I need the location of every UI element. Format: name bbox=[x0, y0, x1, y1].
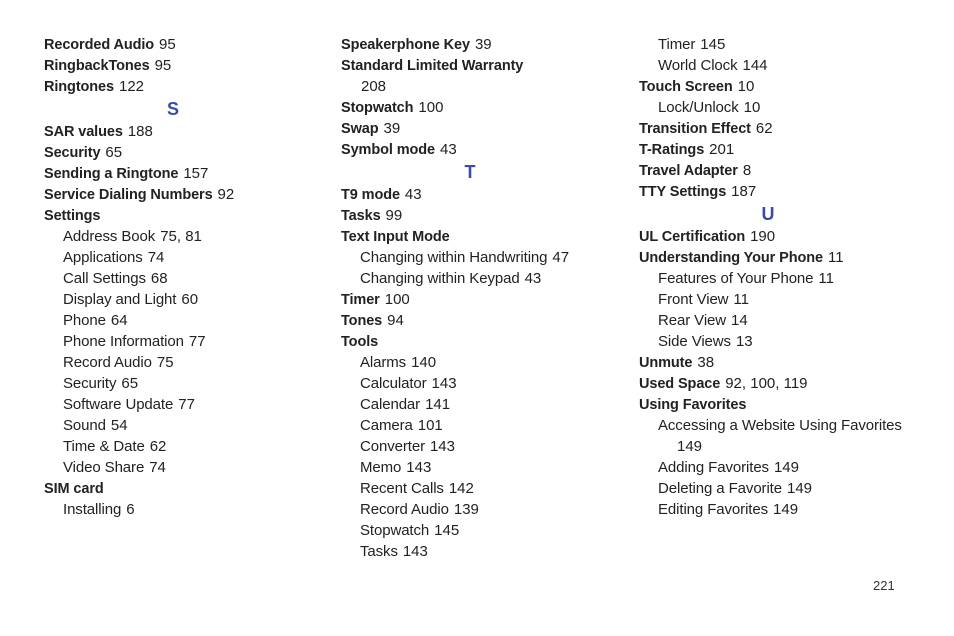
entry-term: Stopwatch bbox=[341, 100, 414, 116]
entry-term: Adding Favorites bbox=[658, 459, 769, 476]
index-column-1 bbox=[44, 34, 314, 520]
index-subentry bbox=[341, 541, 611, 562]
entry-page-ref[interactable]: 145 bbox=[700, 36, 726, 53]
entry-page-ref[interactable]: 77 bbox=[188, 333, 206, 350]
entry-term: Sending a Ringtone bbox=[44, 166, 179, 182]
entry-term: Understanding Your Phone bbox=[639, 250, 823, 266]
index-entry bbox=[639, 118, 919, 139]
entry-term: Using Favorites bbox=[639, 397, 747, 413]
entry-page-ref[interactable]: 95 bbox=[159, 36, 176, 53]
index-entry bbox=[341, 34, 611, 55]
index-column-2 bbox=[341, 34, 611, 562]
entry-page-ref[interactable]: 60 bbox=[181, 291, 199, 308]
entry-term: Display and Light bbox=[63, 291, 177, 308]
entry-term: Camera bbox=[360, 417, 413, 434]
entry-term: Calculator bbox=[360, 375, 427, 392]
entry-page-ref[interactable]: 95 bbox=[154, 57, 172, 74]
entry-page-ref[interactable]: 149 bbox=[773, 501, 799, 518]
entry-page-ref[interactable]: 92 bbox=[217, 186, 235, 203]
entry-term: Phone bbox=[63, 312, 106, 329]
entry-term: Service Dialing Numbers bbox=[44, 187, 213, 203]
entry-page-ref[interactable]: 43 bbox=[524, 270, 542, 287]
index-subentry bbox=[44, 247, 314, 268]
entry-term: Record Audio bbox=[360, 501, 449, 518]
index-subentry bbox=[341, 520, 611, 541]
index-entry bbox=[341, 226, 611, 247]
section-letter: T bbox=[464, 162, 476, 182]
entry-term: Unmute bbox=[639, 355, 693, 371]
index-entry bbox=[341, 97, 611, 118]
entry-term: Travel Adapter bbox=[639, 163, 738, 179]
index-subentry bbox=[639, 331, 919, 352]
index-entry bbox=[44, 34, 314, 55]
entry-term: Front View bbox=[658, 291, 729, 308]
entry-page-ref[interactable]: 11 bbox=[733, 291, 749, 308]
index-subentry bbox=[639, 415, 919, 436]
entry-term: World Clock bbox=[658, 57, 738, 74]
entry-term: Side Views bbox=[658, 333, 731, 350]
index-subentry bbox=[341, 478, 611, 499]
index-entry bbox=[639, 160, 919, 181]
index-entry bbox=[341, 184, 611, 205]
entry-term: Swap bbox=[341, 121, 379, 137]
index-entry bbox=[341, 310, 611, 331]
index-entry bbox=[341, 139, 611, 160]
index-subentry bbox=[341, 76, 611, 97]
entry-term: Changing within Handwriting bbox=[360, 249, 548, 266]
entry-page-ref[interactable]: 75, 81 bbox=[160, 228, 202, 245]
index-entry bbox=[639, 181, 919, 202]
entry-page-ref[interactable]: 188 bbox=[127, 123, 153, 140]
entry-term: Recorded Audio bbox=[44, 37, 155, 53]
entry-page-ref[interactable]: 68 bbox=[150, 270, 168, 287]
entry-page-ref[interactable]: 38 bbox=[697, 354, 715, 371]
entry-page-ref[interactable]: 43 bbox=[439, 141, 457, 158]
index-subentry bbox=[639, 34, 919, 55]
entry-page-ref[interactable]: 149 bbox=[677, 438, 703, 455]
entry-term: Settings bbox=[44, 208, 101, 224]
section-letter: S bbox=[166, 99, 179, 119]
index-subentry bbox=[44, 394, 314, 415]
index-entry bbox=[341, 55, 611, 76]
entry-page-ref[interactable]: 100 bbox=[384, 291, 410, 308]
entry-term: Record Audio bbox=[63, 354, 152, 371]
index-subentry bbox=[44, 268, 314, 289]
index-subentry bbox=[44, 499, 314, 520]
entry-page-ref[interactable]: 77 bbox=[178, 396, 195, 413]
entry-page-ref[interactable]: 74 bbox=[149, 459, 166, 476]
index-subentry bbox=[44, 457, 314, 478]
entry-term: Deleting a Favorite bbox=[658, 480, 782, 497]
entry-page-ref[interactable]: 99 bbox=[385, 207, 403, 224]
entry-page-ref[interactable]: 39 bbox=[474, 36, 492, 53]
entry-page-ref[interactable]: 149 bbox=[773, 459, 799, 476]
index-entry bbox=[639, 226, 919, 247]
index-entry bbox=[341, 205, 611, 226]
entry-term: Converter bbox=[360, 438, 425, 455]
index-entry bbox=[341, 118, 611, 139]
entry-term: TTY Settings bbox=[639, 184, 727, 200]
entry-term: Stopwatch bbox=[360, 522, 430, 539]
entry-page-ref[interactable]: 65 bbox=[105, 144, 123, 161]
entry-page-ref[interactable]: 11 bbox=[827, 249, 844, 266]
entry-term: Security bbox=[63, 375, 117, 392]
entry-page-ref[interactable]: 13 bbox=[735, 333, 753, 350]
entry-term: Address Book bbox=[63, 228, 156, 245]
index-entry bbox=[639, 139, 919, 160]
entry-term: Call Settings bbox=[63, 270, 146, 287]
entry-page-ref[interactable]: 187 bbox=[731, 183, 757, 200]
entry-term: Tasks bbox=[360, 543, 398, 560]
entry-page-ref[interactable]: 94 bbox=[387, 312, 404, 329]
entry-page-ref[interactable]: 11 bbox=[818, 270, 834, 287]
entry-page-ref[interactable]: 201 bbox=[709, 141, 735, 158]
index-subentry bbox=[341, 436, 611, 457]
index-subentry bbox=[639, 436, 919, 457]
index-subentry bbox=[639, 310, 919, 331]
index-subentry bbox=[44, 289, 314, 310]
index-subentry bbox=[639, 55, 919, 76]
entry-page-ref[interactable]: 141 bbox=[425, 396, 451, 413]
entry-page-ref[interactable]: 62 bbox=[149, 438, 167, 455]
entry-page-ref[interactable]: 139 bbox=[453, 501, 479, 518]
entry-term: Accessing a Website Using Favorites bbox=[658, 417, 902, 434]
entry-page-ref[interactable]: 101 bbox=[417, 417, 443, 434]
entry-page-ref[interactable]: 6 bbox=[126, 501, 135, 518]
entry-term: Recent Calls bbox=[360, 480, 444, 497]
entry-page-ref[interactable]: 43 bbox=[404, 186, 422, 203]
index-subentry bbox=[44, 373, 314, 394]
entry-term: Calendar bbox=[360, 396, 421, 413]
index-entry bbox=[44, 55, 314, 76]
entry-page-ref[interactable]: 208 bbox=[361, 78, 387, 95]
entry-page-ref[interactable]: 14 bbox=[731, 312, 748, 329]
entry-page-ref[interactable]: 8 bbox=[742, 162, 752, 179]
index-subentry bbox=[639, 289, 919, 310]
index-entry bbox=[44, 163, 314, 184]
index-subentry bbox=[44, 436, 314, 457]
index-subentry bbox=[44, 226, 314, 247]
index-subentry bbox=[341, 247, 611, 268]
entry-page-ref[interactable]: 144 bbox=[742, 57, 768, 74]
index-entry bbox=[639, 76, 919, 97]
section-letter: U bbox=[761, 204, 775, 224]
index-entry bbox=[639, 394, 919, 415]
index-subentry bbox=[44, 415, 314, 436]
entry-term: Phone Information bbox=[63, 333, 184, 350]
index-entry bbox=[341, 289, 611, 310]
entry-page-ref[interactable]: 62 bbox=[755, 120, 773, 137]
entry-page-ref[interactable]: 143 bbox=[431, 375, 457, 392]
entry-term: Editing Favorites bbox=[658, 501, 769, 518]
entry-term: Standard Limited Warranty bbox=[341, 58, 524, 74]
entry-term: RingbackTones bbox=[44, 58, 150, 74]
entry-page-ref[interactable]: 92, 100, 119 bbox=[725, 375, 808, 392]
index-subentry bbox=[44, 310, 314, 331]
entry-term: Ringtones bbox=[44, 79, 114, 95]
index-subentry bbox=[639, 499, 919, 520]
entry-page-ref[interactable]: 145 bbox=[434, 522, 460, 539]
index-subentry bbox=[639, 457, 919, 478]
entry-page-ref[interactable]: 149 bbox=[787, 480, 813, 497]
entry-term: Tones bbox=[341, 313, 383, 329]
page-number: 221 bbox=[873, 578, 895, 593]
index-subentry bbox=[341, 268, 611, 289]
index-subentry bbox=[341, 373, 611, 394]
entry-term: Installing bbox=[63, 501, 122, 518]
entry-term: T9 mode bbox=[341, 187, 400, 203]
entry-term: Features of Your Phone bbox=[658, 270, 814, 287]
entry-page-ref[interactable]: 75 bbox=[156, 354, 174, 371]
entry-term: Memo bbox=[360, 459, 402, 476]
entry-term: Speakerphone Key bbox=[341, 37, 470, 53]
entry-term: Sound bbox=[63, 417, 106, 434]
entry-term: Changing within Keypad bbox=[360, 270, 520, 287]
index-entry bbox=[44, 142, 314, 163]
entry-term: Text Input Mode bbox=[341, 229, 450, 245]
index-subentry bbox=[341, 415, 611, 436]
entry-term: Timer bbox=[658, 36, 696, 53]
index-entry bbox=[44, 478, 314, 499]
entry-page-ref[interactable]: 47 bbox=[552, 249, 570, 266]
entry-page-ref[interactable]: 140 bbox=[411, 354, 437, 371]
entry-term: Time & Date bbox=[63, 438, 145, 455]
index-entry bbox=[639, 352, 919, 373]
entry-page-ref[interactable]: 190 bbox=[750, 228, 776, 245]
index-entry bbox=[44, 121, 314, 142]
entry-page-ref[interactable]: 143 bbox=[429, 438, 455, 455]
index-subentry bbox=[639, 478, 919, 499]
entry-term: Lock/Unlock bbox=[658, 99, 739, 116]
entry-page-ref[interactable]: 10 bbox=[743, 99, 761, 116]
entry-term: Video Share bbox=[63, 459, 145, 476]
index-entry bbox=[639, 247, 919, 268]
index-subentry bbox=[341, 352, 611, 373]
index-entry bbox=[44, 184, 314, 205]
entry-page-ref[interactable]: 64 bbox=[110, 312, 128, 329]
entry-page-ref[interactable]: 142 bbox=[448, 480, 474, 497]
entry-page-ref[interactable]: 143 bbox=[406, 459, 432, 476]
index-subentry bbox=[44, 331, 314, 352]
entry-term: Software Update bbox=[63, 396, 174, 413]
entry-term: Touch Screen bbox=[639, 79, 733, 95]
entry-page-ref[interactable]: 100 bbox=[418, 99, 444, 116]
entry-term: Transition Effect bbox=[639, 121, 751, 137]
index-subentry bbox=[44, 352, 314, 373]
index-subentry bbox=[341, 499, 611, 520]
entry-page-ref[interactable]: 157 bbox=[183, 165, 209, 182]
index-entry bbox=[341, 331, 611, 352]
entry-page-ref[interactable]: 74 bbox=[147, 249, 165, 266]
entry-term: Symbol mode bbox=[341, 142, 435, 158]
entry-term: Applications bbox=[63, 249, 143, 266]
entry-page-ref[interactable]: 39 bbox=[383, 120, 401, 137]
index-column-3 bbox=[639, 34, 919, 520]
entry-term: SAR values bbox=[44, 124, 123, 140]
entry-term: UL Certification bbox=[639, 229, 746, 245]
index-subentry bbox=[639, 268, 919, 289]
index-entry bbox=[639, 373, 919, 394]
index-subentry bbox=[341, 457, 611, 478]
entry-page-ref[interactable]: 54 bbox=[110, 417, 128, 434]
index-entry bbox=[44, 205, 314, 226]
entry-term: Security bbox=[44, 145, 101, 161]
entry-term: Timer bbox=[341, 292, 380, 308]
entry-term: Alarms bbox=[360, 354, 407, 371]
index-subentry bbox=[341, 394, 611, 415]
entry-page-ref[interactable]: 143 bbox=[402, 543, 428, 560]
index-subentry bbox=[639, 97, 919, 118]
entry-term: SIM card bbox=[44, 481, 104, 497]
entry-term: Tasks bbox=[341, 208, 381, 224]
entry-page-ref[interactable]: 10 bbox=[737, 78, 755, 95]
entry-page-ref[interactable]: 122 bbox=[119, 78, 145, 95]
entry-page-ref[interactable]: 65 bbox=[121, 375, 139, 392]
entry-term: Tools bbox=[341, 334, 379, 350]
index-entry bbox=[44, 76, 314, 97]
entry-term: Rear View bbox=[658, 312, 727, 329]
entry-term: T-Ratings bbox=[639, 142, 705, 158]
entry-term: Used Space bbox=[639, 376, 721, 392]
